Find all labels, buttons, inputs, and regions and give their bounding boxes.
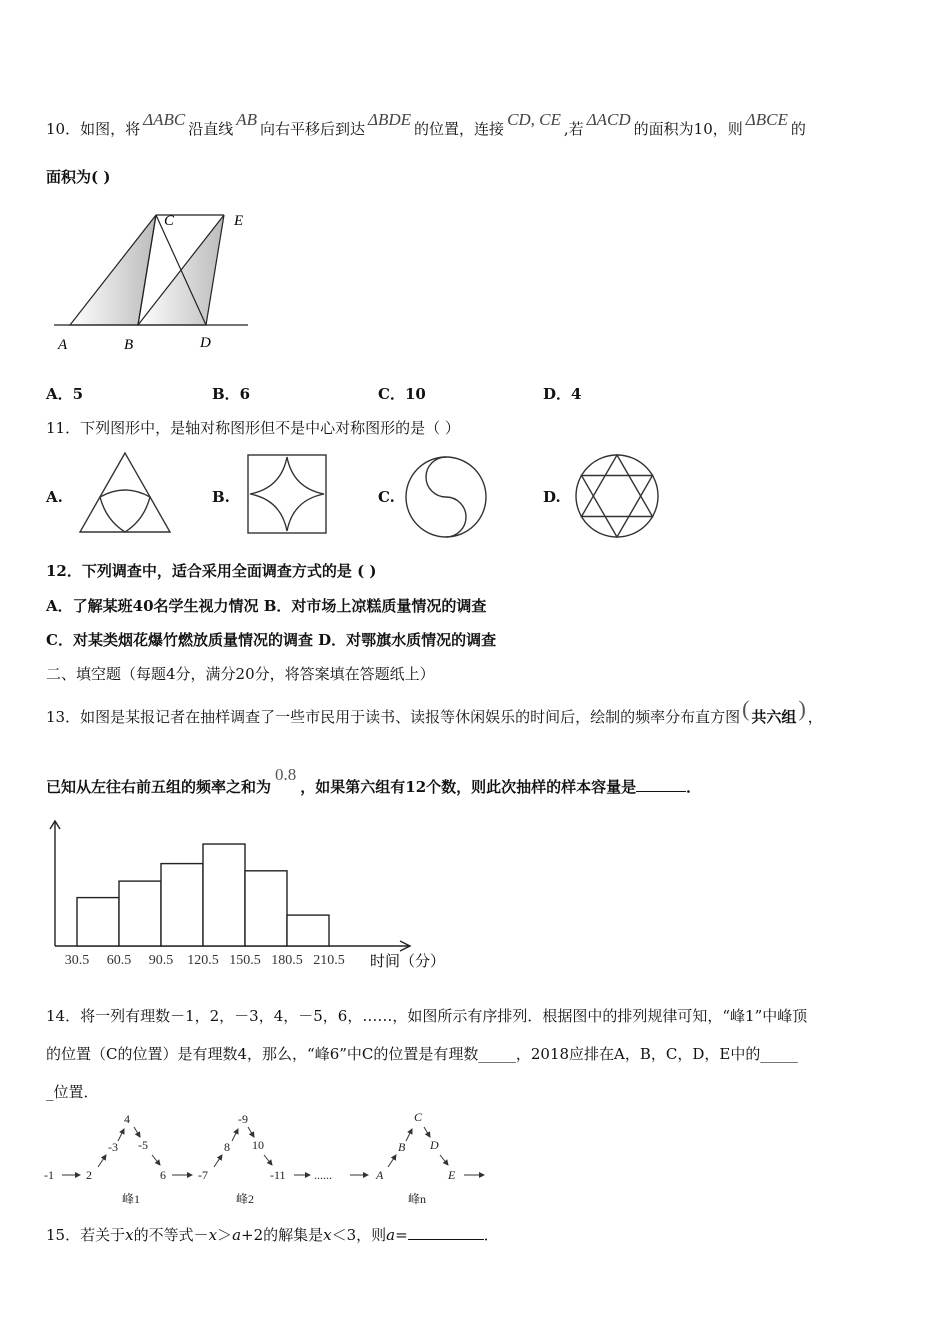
seq-8: 8 [224,1140,230,1154]
q11-stem: 11．下列图形中，是轴对称图形但不是中心对称图形的是（ ） [46,419,460,437]
q14-sequence-figure [42,1105,502,1210]
q14-line1: 14．将一列有理数－1，2，－3，4，－5，6，……，如图所示有序排列．根据图中的排列规律可知，“峰1”中峰顶 [46,1007,808,1025]
q11-option-c[interactable]: C. [378,488,395,506]
seq-n11: -11 [270,1168,286,1182]
seq-4: 4 [124,1112,130,1126]
histogram-bar-5 [245,871,287,946]
x-tick-label: 90.5 [148,953,174,968]
q15-stem: 15．若关于x的不等式－x＞a+2的解集是x＜3，则a= ． [46,1226,499,1244]
frequency-histogram [40,818,460,978]
q11-option-d[interactable]: D. [543,488,561,506]
seq-b: B [398,1140,406,1154]
seq-n5: -5 [138,1138,148,1152]
x-axis-label: 时间（分） [370,954,446,970]
q10-option-c[interactable]: C．10 [378,385,426,403]
q10-option-a[interactable]: A．5 [46,385,84,403]
seq-n7: -7 [198,1168,208,1182]
peak-2-label: 峰2 [236,1192,255,1206]
x-tick-label: 150.5 [229,953,261,968]
q13-line2: 已知从左往右前五组的频率之和为0.8，如果第六组有12个数，则此次抽样的样本容量是 ． [46,765,702,796]
x-tick-label: 210.5 [313,953,345,968]
label-b: B [124,337,134,353]
label-d: D [200,335,211,351]
q10-line1: 10．如图，将 ΔABC 沿直线 AB 向右平移后到达 ΔBDE 的位置，连接 CD, CE ,若 ΔACD 的面积为10，则 ΔBCE 的 [46,110,806,138]
q11-option-b[interactable]: B. [212,488,230,506]
seq-2: 2 [86,1168,92,1182]
q12-stem: 12．下列调查中，适合采用全面调查方式的是 ( ) [46,562,377,580]
seq-n1: -1 [44,1168,54,1182]
peak-1-label: 峰1 [122,1192,141,1206]
q10-option-d[interactable]: D．4 [543,385,582,403]
q11-figure-b [246,453,328,535]
section-fill-in-title: 二、填空题（每题4分，满分20分，将答案填在答题纸上） [46,665,435,683]
label-e: E [234,213,244,229]
histogram-bar-1 [77,898,119,946]
triangle-abc [70,215,156,325]
q11-figure-a [76,450,174,536]
q14-line2: 的位置（C的位置）是有理数4，那么，“峰6”中C的位置是有理数_____，2018应排在A，B，C，D，E中的_____ [46,1045,798,1063]
x-tick-label: 30.5 [64,953,90,968]
seq-ellipsis: ...... [314,1168,332,1182]
q11-figure-c [404,455,488,539]
q12-options-cd[interactable]: C．对某类烟花爆竹燃放质量情况的调查 D．对鄂旗水质情况的调查 [46,631,497,649]
seq-a: A [376,1168,384,1182]
seq-10: 10 [252,1138,264,1152]
x-tick-label: 180.5 [271,953,303,968]
q10-figure [48,205,258,355]
x-tick-label: 120.5 [187,953,219,968]
peak-n-label: 峰n [408,1192,427,1206]
seq-c: C [414,1110,423,1124]
seq-6: 6 [160,1168,166,1182]
histogram-bar-6 [287,915,329,946]
q11-option-a[interactable]: A. [46,488,63,506]
histogram-bar-3 [161,864,203,946]
seq-n3: -3 [108,1140,118,1154]
q13-line1: 13．如图是某报记者在抽样调查了一些市民用于读书、读报等休闲娱乐的时间后，绘制的频率分布直方图( 共六组) ， [46,696,823,726]
x-tick-label: 60.5 [106,953,132,968]
label-c: C [164,213,175,229]
q14-line3: _位置． [46,1083,99,1101]
histogram-bar-4 [203,844,245,946]
seq-d: D [430,1138,439,1152]
q10-line2: 面积为( ) [46,168,111,186]
seq-n9: -9 [238,1112,248,1126]
histogram-bar-2 [119,881,161,946]
label-a: A [58,337,68,353]
q11-figure-d [573,452,661,540]
q12-options-ab[interactable]: A．了解某班40名学生视力情况 B．对市场上凉糕质量情况的调查 [46,597,487,615]
q10-option-b[interactable]: B．6 [212,385,251,403]
seq-e: E [448,1168,456,1182]
